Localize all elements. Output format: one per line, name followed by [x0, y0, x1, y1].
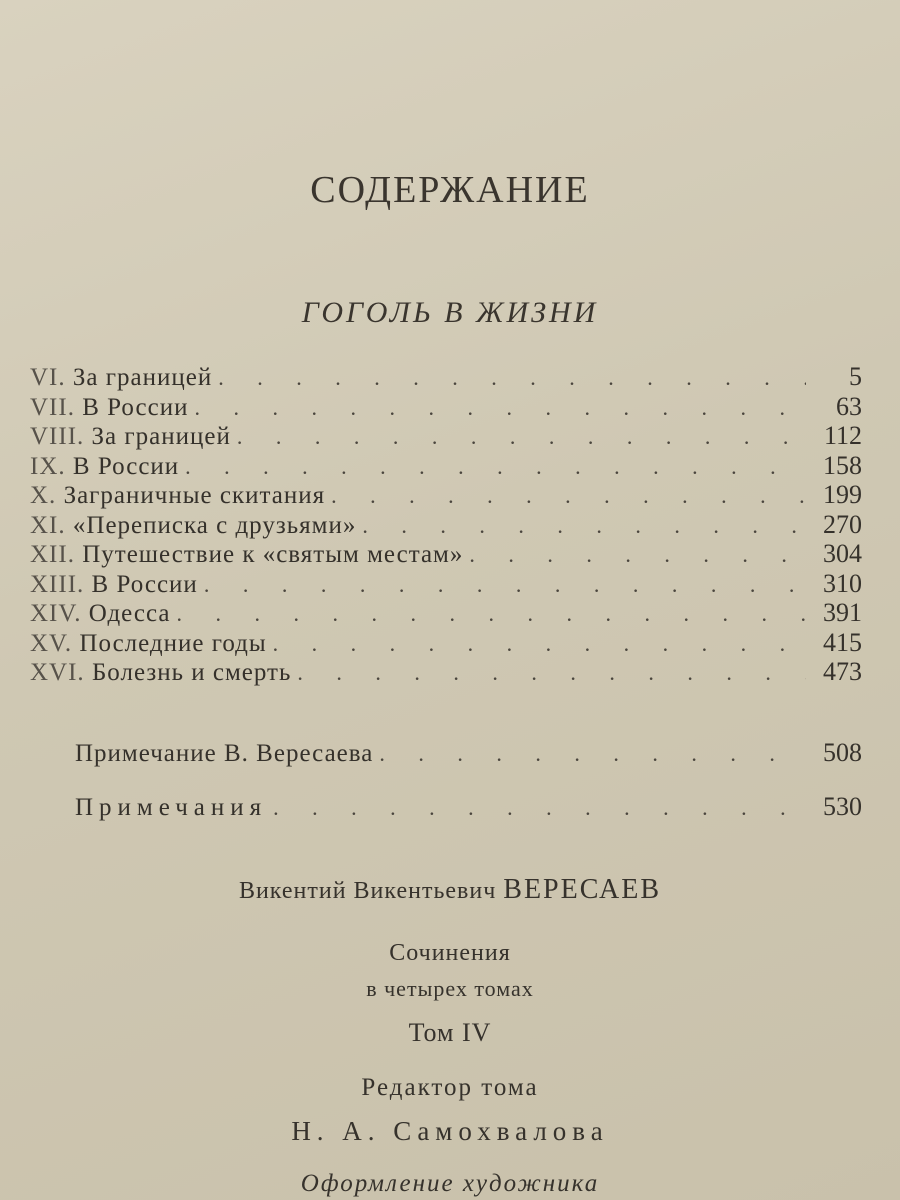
- author-line: [0, 874, 900, 906]
- toc-page-number: 112: [823, 421, 862, 450]
- toc-entry: [30, 451, 862, 481]
- toc-leader-dots: [204, 572, 806, 598]
- editor-name: Н. А. Самохвалова: [291, 1116, 609, 1146]
- toc-entry-label: XIV. Одесса: [30, 600, 171, 627]
- toc-page-number: 530: [823, 792, 862, 821]
- section-title: ГОГОЛЬ В ЖИЗНИ: [301, 296, 599, 329]
- notes-entry: [75, 738, 862, 768]
- toc-leader-dots: [331, 483, 806, 509]
- toc-entry-label: XVI. Болезнь и смерть: [30, 659, 292, 686]
- toc-entry-label: XI. «Переписка с друзьями»: [30, 511, 357, 539]
- toc-entry-label: X. Заграничные скитания: [30, 482, 326, 509]
- toc-leader-dots: [185, 454, 806, 480]
- toc-page-number: 270: [823, 509, 862, 539]
- toc-entry: [30, 569, 862, 599]
- toc-entry: [30, 421, 862, 451]
- toc-entry-label: XII. Путешествие к «святым местам»: [30, 541, 464, 568]
- toc-leader-dots: [273, 631, 806, 657]
- works-title: Сочинения: [389, 940, 511, 966]
- toc-entry: [30, 539, 862, 569]
- toc-page-number: 391: [823, 598, 862, 627]
- toc-leader-dots: [297, 660, 806, 686]
- toc-leader-dots: [379, 741, 806, 767]
- table-of-contents: [30, 362, 862, 687]
- toc-entry: [30, 598, 862, 628]
- toc-leader-dots: [218, 365, 806, 391]
- toc-page-number: 415: [823, 627, 862, 657]
- author-name: Викентий Викентьевич: [238, 878, 497, 904]
- toc-page-number: 473: [823, 657, 862, 686]
- toc-entry: [30, 392, 862, 422]
- toc-leader-dots: [176, 601, 806, 627]
- toc-entry: [30, 480, 862, 510]
- toc-entry: [30, 362, 862, 392]
- toc-entry-label: XV. Последние годы: [30, 629, 267, 657]
- toc-entry-label: VII. В России: [30, 393, 189, 421]
- toc-leader-dots: [469, 542, 806, 568]
- toc-page-number: 508: [823, 738, 862, 767]
- toc-entry: [30, 510, 862, 540]
- notes-entry-label: Примечания: [75, 794, 268, 821]
- toc-entry-label: VIII. За границей: [30, 423, 231, 450]
- author-surname: ВЕРЕСАЕВ: [503, 874, 662, 905]
- toc-entry-label: VI. За границей: [30, 364, 213, 391]
- tome-number: Том IV: [408, 1018, 492, 1047]
- toc-page-number: 199: [823, 480, 862, 509]
- toc-leader-dots: [362, 513, 806, 539]
- page-title: СОДЕРЖАНИЕ: [310, 169, 590, 211]
- toc-entry-label: IX. В России: [30, 452, 180, 480]
- toc-page-number: 158: [823, 450, 862, 480]
- toc-leader-dots: [195, 395, 807, 421]
- volumes-note: в четырех томах: [366, 976, 534, 1001]
- toc-entry: [30, 657, 862, 687]
- toc-leader-dots: [237, 424, 806, 450]
- toc-entry: [30, 628, 862, 658]
- notes-entry-label: Примечание В. Вересаева: [75, 740, 374, 767]
- toc-page-number: 304: [823, 539, 862, 568]
- toc-page-number: 63: [836, 391, 862, 421]
- notes-entry: [75, 792, 862, 822]
- design-credit: Оформление художника: [300, 1170, 600, 1197]
- toc-page-number: 310: [823, 568, 862, 598]
- editor-label: Редактор тома: [361, 1074, 539, 1101]
- toc-leader-dots: [273, 795, 806, 821]
- toc-entry-label: XIII. В России: [30, 570, 198, 598]
- toc-page-number: 5: [849, 362, 862, 391]
